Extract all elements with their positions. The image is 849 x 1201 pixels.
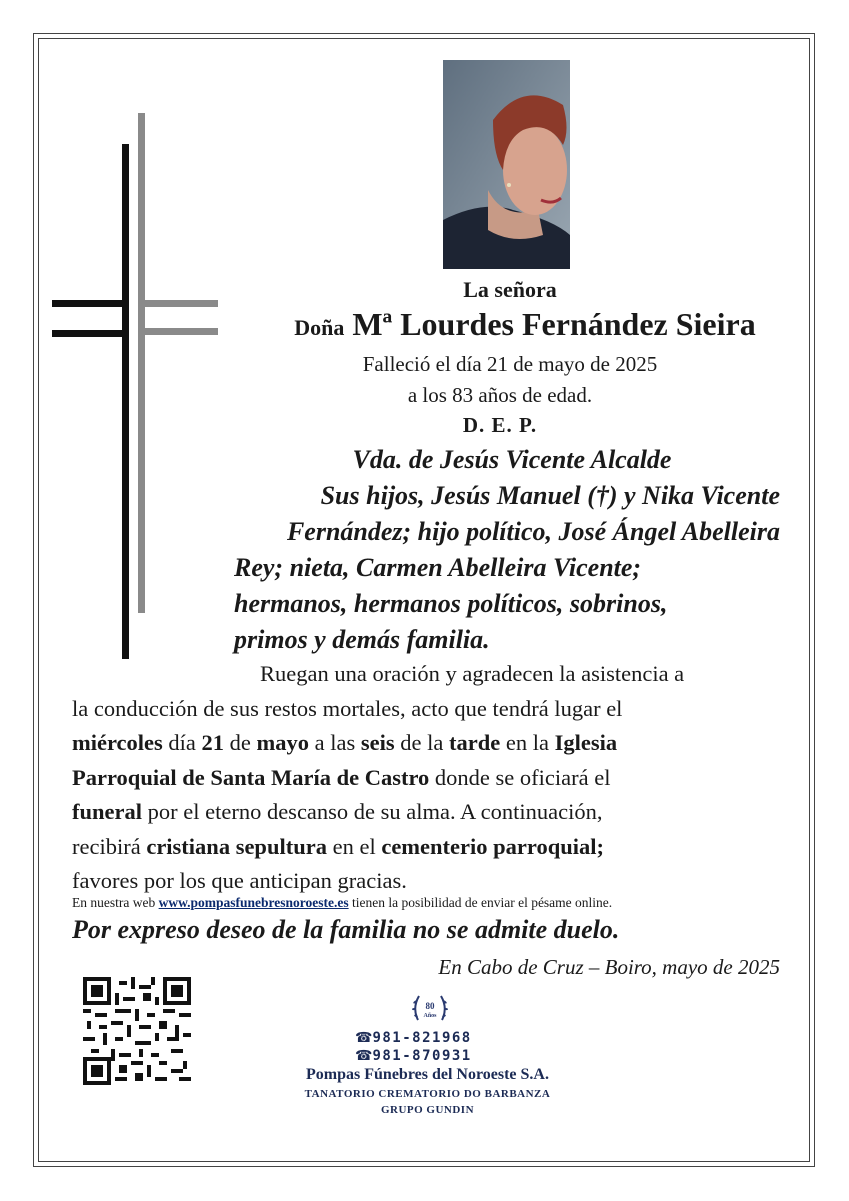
age: a los 83 años de edad. xyxy=(407,383,593,407)
company-name: Pompas Fúnebres del Noroeste S.A. xyxy=(306,1066,549,1083)
svg-text:Años: Años xyxy=(423,1013,437,1019)
company-tanatorio: TANATORIO CREMATORIO DO BARBANZA xyxy=(304,1088,551,1100)
family-block xyxy=(234,442,780,658)
website-link[interactable]: www.pompasfunebresnoroeste.es xyxy=(158,895,349,910)
qr-code[interactable] xyxy=(83,977,191,1085)
name-text: Mª Lourdes Fernández Sieira xyxy=(352,306,756,342)
family-line: Vda. de Jesús Vicente Alcalde xyxy=(352,445,672,474)
title-la-senora: La señora xyxy=(463,277,557,302)
anniversary-badge xyxy=(410,990,450,1028)
word: políticos, xyxy=(467,589,564,618)
word: Carmen xyxy=(356,553,443,582)
word: hermanos xyxy=(353,589,461,618)
word: sobrinos, xyxy=(569,589,668,618)
family-line xyxy=(234,586,780,622)
dep: D. E. P. xyxy=(462,413,538,437)
word: Rey; xyxy=(234,553,284,582)
phone-2[interactable]: ☎981-870931 xyxy=(355,1048,472,1064)
phone-1[interactable]: ☎981-821968 xyxy=(355,1030,472,1046)
death-date: Falleció el día 21 de mayo de 2025 xyxy=(362,352,658,376)
phone-icon: ☎ xyxy=(355,1048,373,1064)
body-line: recibirá cristiana sepultura en el cementerio parroquial; xyxy=(72,833,604,859)
portrait-photo xyxy=(443,60,570,269)
place-date: En Cabo de Cruz – Boiro, mayo de 2025 xyxy=(438,955,780,979)
body-line: la conducción de sus restos mortales, acto que tendrá lugar el xyxy=(72,695,623,721)
word: Abelleira xyxy=(448,553,547,582)
word: nieta, xyxy=(289,553,350,582)
body-line: funeral por el eterno descanso de su alma. A continuación, xyxy=(72,799,603,824)
family-line xyxy=(234,550,780,586)
family-line: Sus hijos, Jesús Manuel (†) y Nika Vicente xyxy=(320,481,780,510)
deceased-name xyxy=(240,306,810,343)
no-duelo-notice: Por expreso deseo de la familia no se admite duelo. xyxy=(72,915,620,944)
name-prefix: Doña xyxy=(294,315,345,340)
phone-icon: ☎ xyxy=(355,1030,373,1046)
funeral-details xyxy=(72,657,780,899)
word: Vicente; xyxy=(553,553,642,582)
body-line: Parroquial de Santa María de Castro donde se oficiará el xyxy=(72,764,611,790)
body-line: favores por los que anticipan gracias. xyxy=(72,868,407,893)
body-line: miércoles día 21 de mayo a las seis de la tarde en la Iglesia xyxy=(72,730,618,755)
word: hermanos, xyxy=(234,589,348,618)
svg-text:80: 80 xyxy=(425,1001,435,1011)
company-group: GRUPO GUNDIN xyxy=(380,1104,475,1116)
family-line: primos y demás familia. xyxy=(234,625,490,654)
body-line: Ruegan una oración y agradecen la asistencia a xyxy=(260,661,685,686)
web-notice: En nuestra web www.pompasfunebresnoroeste.es tienen la posibilidad de enviar el pésame online. xyxy=(72,895,613,910)
family-line: Fernández; hijo político, José Ángel Abelleira xyxy=(286,517,780,546)
